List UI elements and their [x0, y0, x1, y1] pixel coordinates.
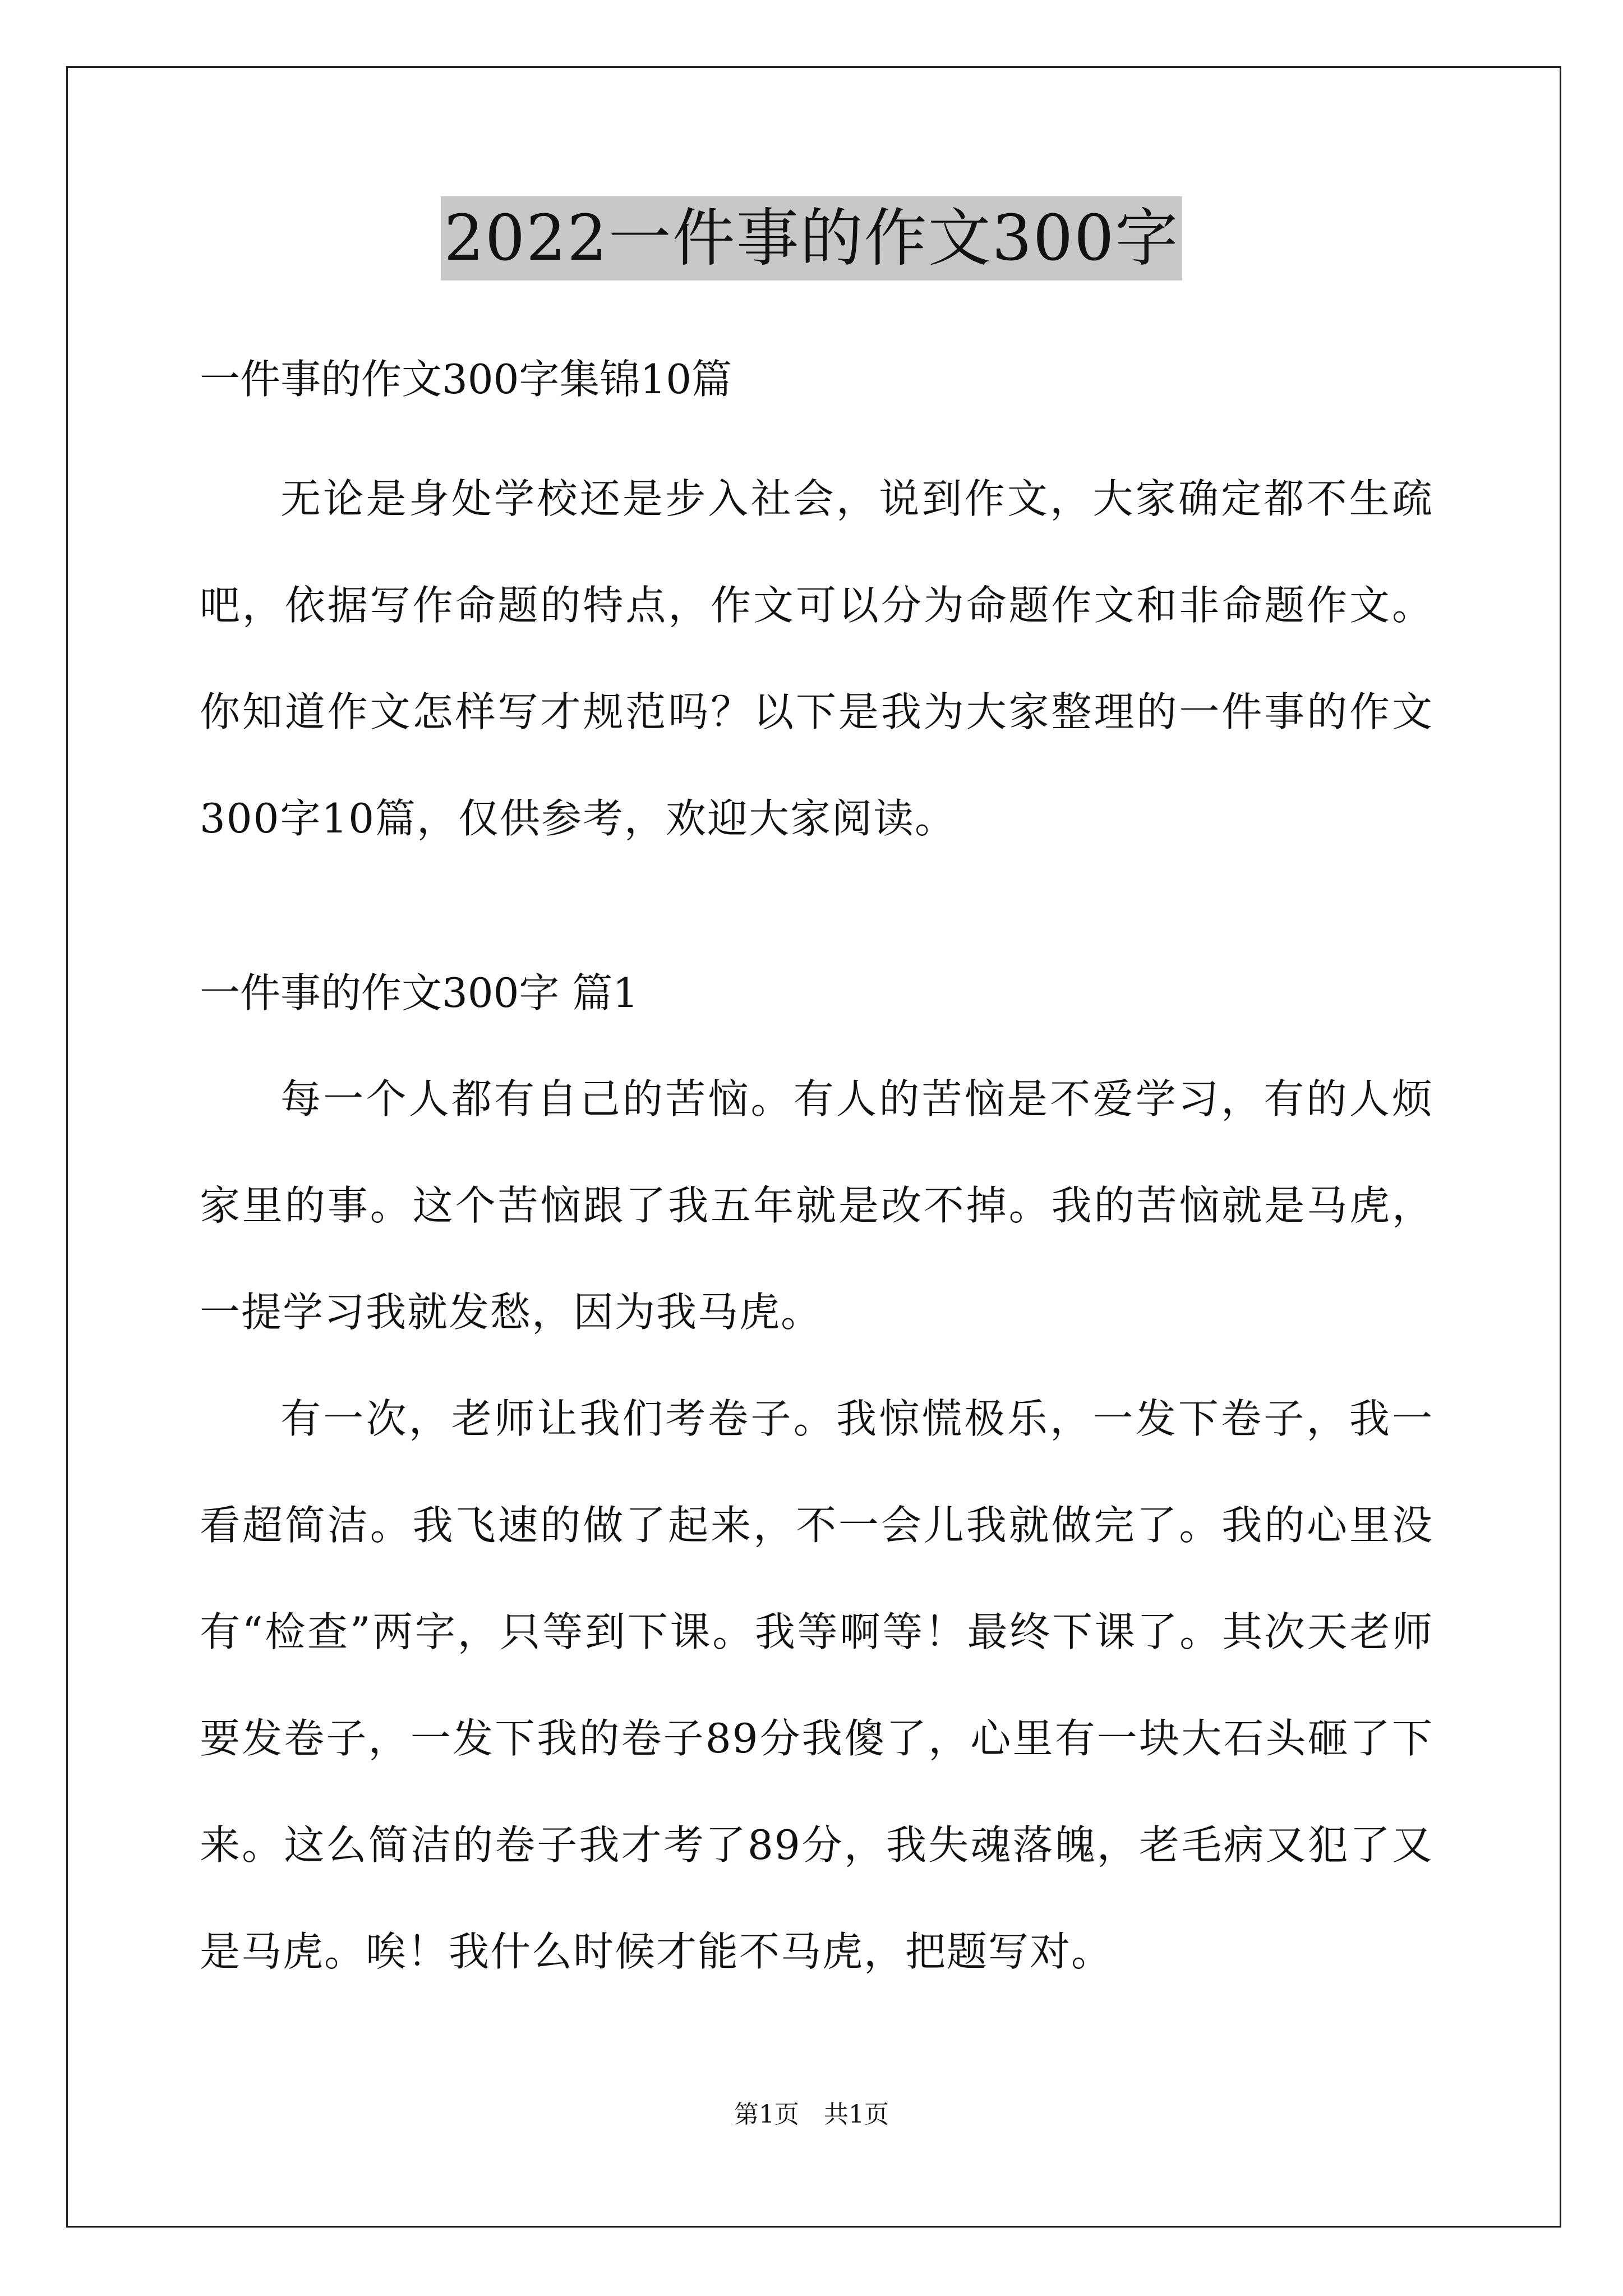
- document-body: [200, 342, 1433, 2005]
- title-container: [0, 196, 1623, 280]
- section-heading: 一件事的作文300字 篇1: [200, 969, 639, 1016]
- body-paragraph-2: 有一次，老师让我们考卷子。我惊慌极乐，一发下卷子，我一看超简洁。我飞速的做了起来，不一会儿我就做完了。我的心里没有“检查”两字，只等到下课。我等啊等！最终下课了。其次天老师要发卷子，一发下我的卷子89分我傻了，心里有一块大石头砸了下来。这么简洁的卷子我才考了89分，我失魂落魄，老毛病又犯了又是马虎。唉！我什么时候才能不马虎，把题写对。: [200, 1395, 1433, 1975]
- page-footer: 第1页 共1页: [734, 2100, 889, 2129]
- body-paragraph-1: 每一个人都有自己的苦恼。有人的苦恼是不爱学习，有的人烦家里的事。这个苦恼跟了我五年就是改不掉。我的苦恼就是马虎，一提学习我就发愁，因为我马虎。: [200, 1075, 1433, 1336]
- collection-heading: 一件事的作文300字集锦10篇: [200, 356, 732, 403]
- intro-paragraph: 无论是身处学校还是步入社会，说到作文，大家确定都不生疏吧，依据写作命题的特点，作文可以分为命题作文和非命题作文。你知道作文怎样写才规范吗？以下是我为大家整理的一件事的作文300字10篇，仅供参考，欢迎大家阅读。: [200, 475, 1433, 842]
- document-title: 2022一件事的作文300字: [441, 196, 1183, 280]
